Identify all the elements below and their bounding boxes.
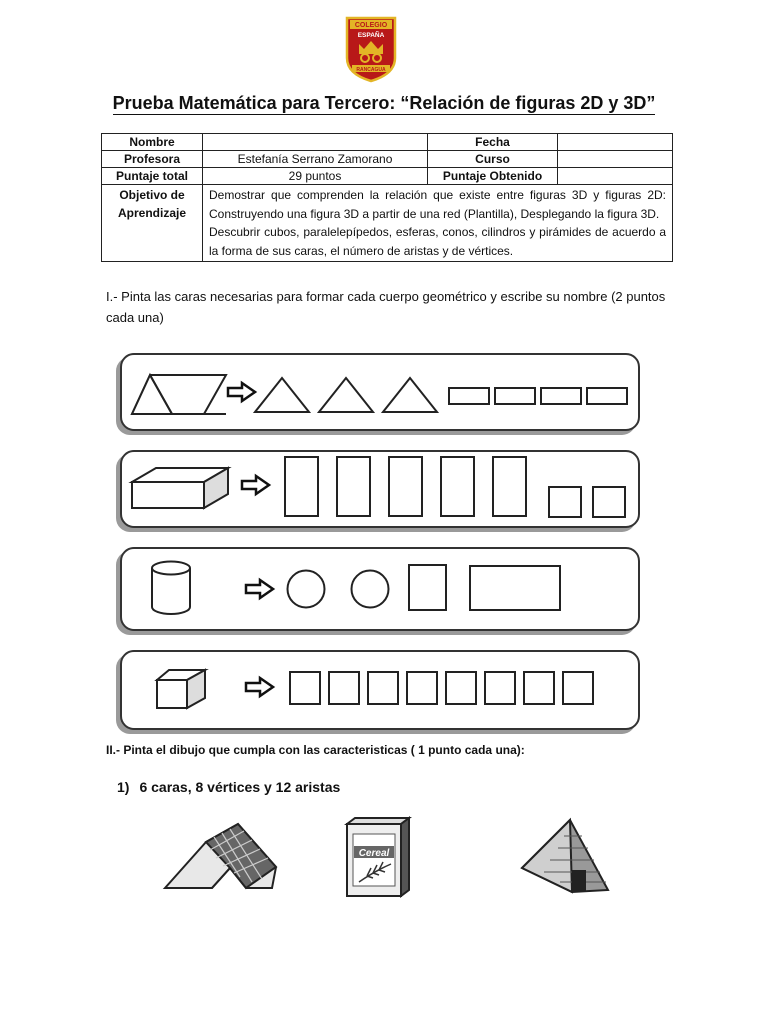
arrow-right-icon [245,579,275,599]
arrow-right-icon [227,382,257,402]
face-square[interactable] [485,672,515,704]
face-triangle-1[interactable] [254,377,310,413]
logo-line2: ESPAÑA [357,32,385,39]
face-rectangle-tall-1[interactable] [284,456,320,518]
face-triangle-2[interactable] [318,377,374,413]
face-circle-1[interactable] [286,569,326,609]
profesora-label: Profesora [102,151,203,168]
face-square[interactable] [563,672,593,704]
question-1 [117,779,340,795]
face-triangle-3[interactable] [382,377,438,413]
face-circle-2[interactable] [350,569,390,609]
info-table [101,133,673,262]
arrow-right-icon [241,475,271,495]
face-square[interactable] [524,672,554,704]
objetivo-text [203,185,673,262]
cube-faces-row [289,671,599,707]
face-square[interactable] [446,672,476,704]
nombre-label: Nombre [102,134,203,151]
logo-line3: RANCAGUA [356,67,386,73]
rectangular-prism-icon [130,466,230,510]
face-rectangle-3[interactable] [540,387,582,405]
cereal-label: Cereal [358,848,390,859]
face-square-2[interactable] [592,486,627,518]
nombre-field[interactable] [203,134,428,151]
face-square[interactable] [290,672,320,704]
face-square[interactable] [407,672,437,704]
face-rectangle-tall-2[interactable] [336,456,372,518]
fecha-field[interactable] [558,134,673,151]
curso-label: Curso [428,151,558,168]
face-rectangle-tall-4[interactable] [440,456,476,518]
face-square[interactable] [329,672,359,704]
curso-field[interactable] [558,151,673,168]
profesora-value: Estefanía Serrano Zamorano [203,151,428,168]
cube-icon [155,668,207,710]
puntaje-total-value: 29 puntos [203,168,428,185]
school-logo [344,16,398,82]
puntaje-total-label: Puntaje total [102,168,203,185]
objetivo-text-1: Demostrar que comprenden la relación que existe entre figuras 3D y figuras 2D: Construyendo una figura 3D a partir de una red (Plantilla), Desplegando la figura 3D. [209,188,666,221]
face-square-1[interactable] [548,486,583,518]
section1-instruction: I.- Pinta las caras necesarias para formar cada cuerpo geométrico y escribe su nombre (2 puntos cada una) [106,289,666,325]
face-rectangle-4[interactable] [586,387,628,405]
cylinder-icon [150,560,192,616]
face-rectangle-2[interactable] [494,387,536,405]
logo-line1: COLEGIO [354,22,388,29]
pyramid-picture[interactable] [520,818,610,894]
fecha-label: Fecha [428,134,558,151]
face-rectangle-tall-5[interactable] [492,456,528,518]
face-rectangle-small[interactable] [408,564,448,612]
puntaje-obtenido-field[interactable] [558,168,673,185]
objetivo-text-2: Descubrir cubos, paralelepípedos, esferas, conos, cilindros y pirámides de acuerdo a la forma de sus caras, el número de aristas y de vértices. [209,225,666,258]
puntaje-obtenido-label: Puntaje Obtenido [428,168,558,185]
question-1-number: 1) [117,779,130,795]
section2-instruction: II.- Pinta el dibujo que cumpla con las caracteristicas ( 1 punto cada una): [106,743,525,757]
face-rectangle-large[interactable] [469,565,562,611]
face-rectangle-1[interactable] [448,387,490,405]
page-title: Prueba Matemática para Tercero: “Relación de figuras 2D y 3D” [112,93,656,113]
question-1-text: 6 caras, 8 vértices y 12 aristas [139,779,341,795]
face-rectangle-tall-3[interactable] [388,456,424,518]
roof-prism-picture[interactable] [160,822,280,892]
cereal-box-picture[interactable] [345,816,411,898]
objetivo-label: Objetivo de Aprendizaje [102,185,203,262]
face-square[interactable] [368,672,398,704]
triangular-prism-icon [130,372,230,417]
arrow-right-icon [245,677,275,697]
